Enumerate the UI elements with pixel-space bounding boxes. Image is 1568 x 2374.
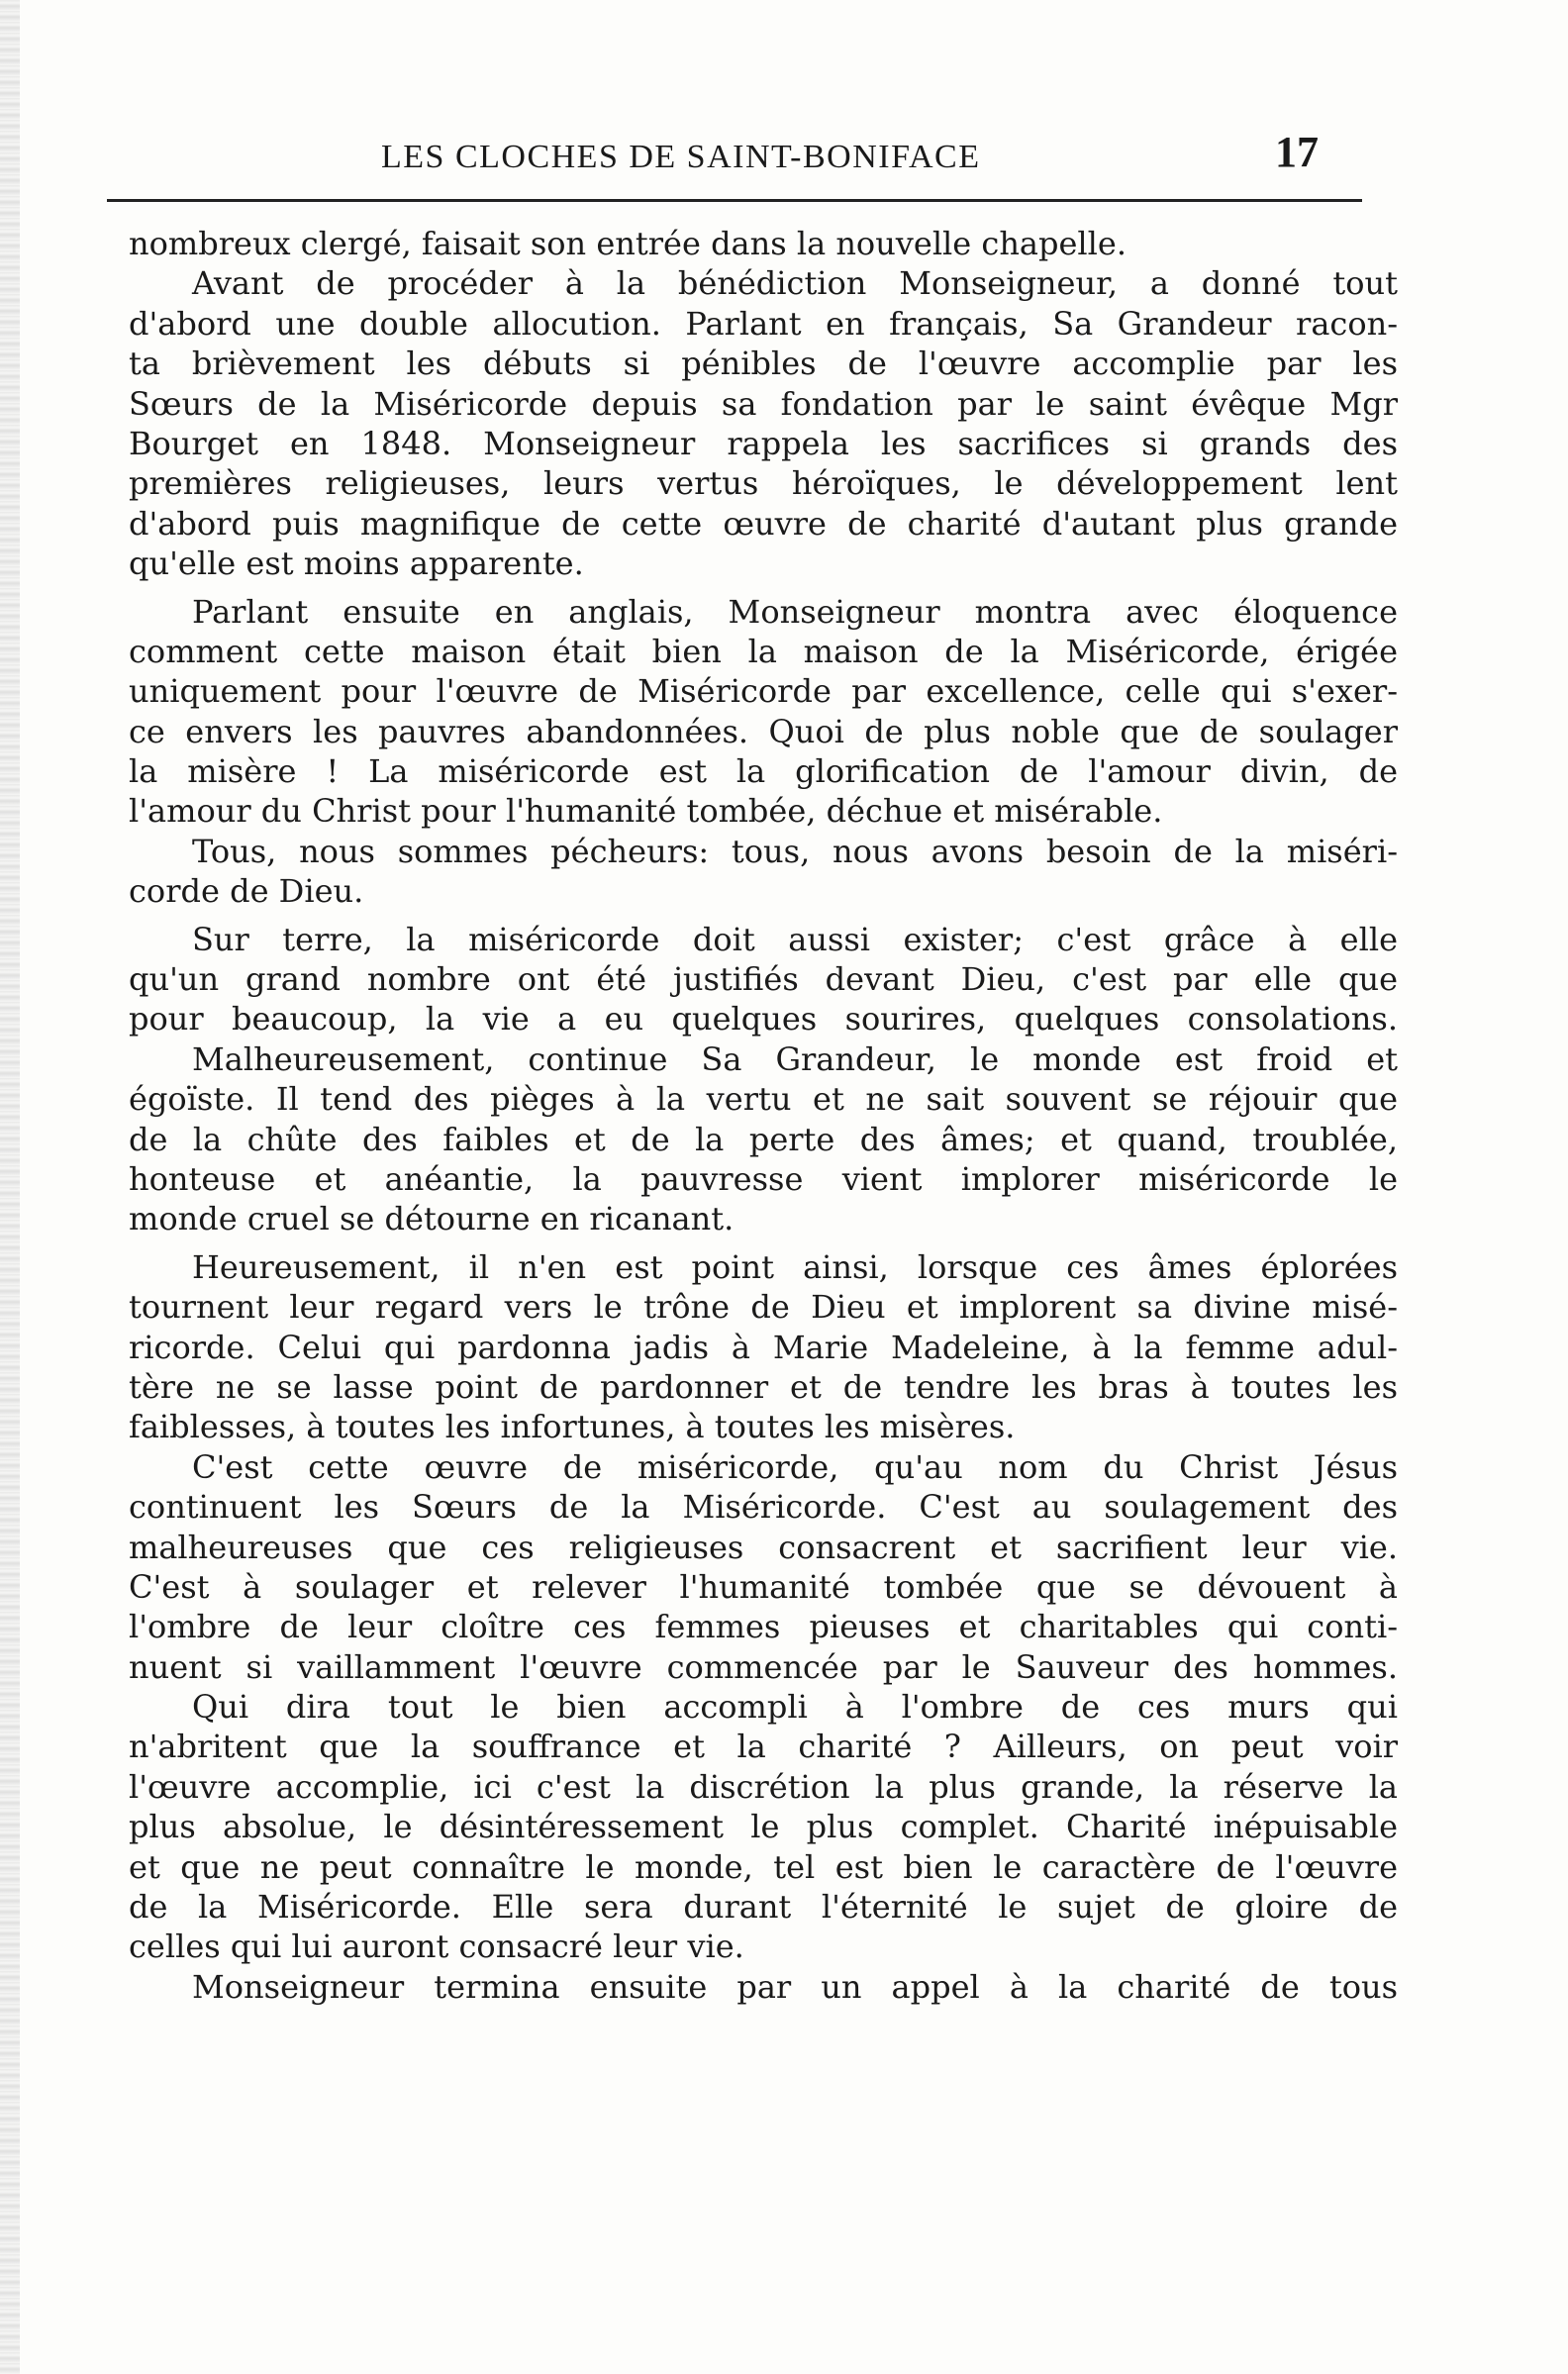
text-line: comment cette maison était bien la maison de la Miséricorde, érigée xyxy=(129,632,1398,670)
text-line: Tous, nous sommes pécheurs: tous, nous avons besoin de la miséri- xyxy=(192,832,1398,870)
text-line: premières religieuses, leurs vertus héroïques, le développement lent xyxy=(129,464,1398,503)
text-line: corde de Dieu. xyxy=(129,872,364,911)
text-line: ricorde. Celui qui pardonna jadis à Marie Madeleine, à la femme adul- xyxy=(129,1328,1398,1366)
text-line: ce envers les pauvres abandonnées. Quoi de plus noble que de soulager xyxy=(129,712,1398,750)
text-line: ta brièvement les débuts si pénibles de l'œuvre accomplie par les xyxy=(129,345,1398,383)
text-line: qu'elle est moins apparente. xyxy=(129,544,584,583)
text-line: honteuse et anéantie, la pauvresse vient implorer miséricorde le xyxy=(129,1159,1398,1198)
text-line: faiblesses, à toutes les infortunes, à toutes les misères. xyxy=(129,1408,1016,1446)
running-head: LES CLOCHES DE SAINT-BONIFACE xyxy=(381,139,981,175)
binding-edge xyxy=(0,0,20,2374)
text-line: nombreux clergé, faisait son entrée dans la nouvelle chapelle. xyxy=(129,225,1127,262)
text-line: d'abord puis magnifique de cette œuvre de charité d'autant plus grande xyxy=(129,504,1398,543)
text-line: tère ne se lasse point de pardonner et de tendre les bras à toutes les xyxy=(129,1367,1398,1406)
text-line: l'ombre de leur cloître ces femmes pieuses et charitables qui conti- xyxy=(129,1608,1398,1646)
text-line: l'œuvre accomplie, ici c'est la discrétion la plus grande, la réserve la xyxy=(129,1767,1398,1806)
text-line: Sœurs de la Miséricorde depuis sa fondation par le saint évêque Mgr xyxy=(129,384,1398,423)
text-line: de la chûte des faibles et de la perte des âmes; et quand, troublée, xyxy=(129,1120,1398,1158)
text-line: Bourget en 1848. Monseigneur rappela les sacrifices si grands des xyxy=(129,424,1398,462)
text-line: C'est cette œuvre de miséricorde, qu'au nom du Christ Jésus xyxy=(192,1447,1398,1486)
text-line: et que ne peut connaître le monde, tel est bien le caractère de l'œuvre xyxy=(129,1847,1398,1886)
text-line: Malheureusement, continue Sa Grandeur, le monde est froid et xyxy=(192,1039,1398,1078)
text-line: Qui dira tout le bien accompli à l'ombre de ces murs qui xyxy=(192,1688,1398,1727)
text-line: continuent les Sœurs de la Miséricorde. C'est au soulagement des xyxy=(129,1488,1398,1527)
text-line: Heureusement, il n'en est point ainsi, lorsque ces âmes éplorées xyxy=(192,1247,1398,1286)
text-line: C'est à soulager et relever l'humanité tombée que se dévouent à xyxy=(129,1567,1398,1606)
body-text xyxy=(129,224,1398,2007)
text-line: la misère ! La miséricorde est la glorification de l'amour divin, de xyxy=(129,752,1398,791)
header-rule xyxy=(107,199,1362,202)
text-line: uniquement pour l'œuvre de Miséricorde par excellence, celle qui s'exer- xyxy=(129,672,1398,711)
text-line: plus absolue, le désintéressement le plus complet. Charité inépuisable xyxy=(129,1808,1398,1846)
text-line: celles qui lui auront consacré leur vie. xyxy=(129,1928,744,1966)
text-line: qu'un grand nombre ont été justifiés devant Dieu, c'est par elle que xyxy=(129,960,1398,999)
text-line: tournent leur regard vers le trône de Dieu et implorent sa divine misé- xyxy=(129,1288,1398,1327)
text-line: n'abritent que la souffrance et la charité ? Ailleurs, on peut voir xyxy=(129,1728,1398,1766)
text-line: pour beaucoup, la vie a eu quelques sourires, quelques consolations. xyxy=(129,1000,1398,1039)
text-line: malheureuses que ces religieuses consacrent et sacrifient leur vie. xyxy=(129,1528,1398,1566)
text-line: d'abord une double allocution. Parlant en français, Sa Grandeur racon- xyxy=(129,304,1398,343)
text-line: l'amour du Christ pour l'humanité tombée, déchue et misérable. xyxy=(129,792,1163,831)
text-line: égoïste. Il tend des pièges à la vertu et ne sait souvent se réjouir que xyxy=(129,1080,1398,1119)
text-line: Sur terre, la miséricorde doit aussi exister; c'est grâce à elle xyxy=(192,920,1398,958)
text-line: monde cruel se détourne en ricanant. xyxy=(129,1200,735,1238)
page-number: 17 xyxy=(1275,128,1319,176)
text-line: nuent si vaillamment l'œuvre commencée par le Sauveur des hommes. xyxy=(129,1647,1398,1686)
text-line: de la Miséricorde. Elle sera durant l'éternité le sujet de gloire de xyxy=(129,1888,1398,1927)
text-line: Monseigneur termina ensuite par un appel à la charité de tous xyxy=(192,1967,1398,2006)
text-line: Parlant ensuite en anglais, Monseigneur montra avec éloquence xyxy=(192,592,1398,631)
text-line: Avant de procéder à la bénédiction Monseigneur, a donné tout xyxy=(192,264,1398,303)
